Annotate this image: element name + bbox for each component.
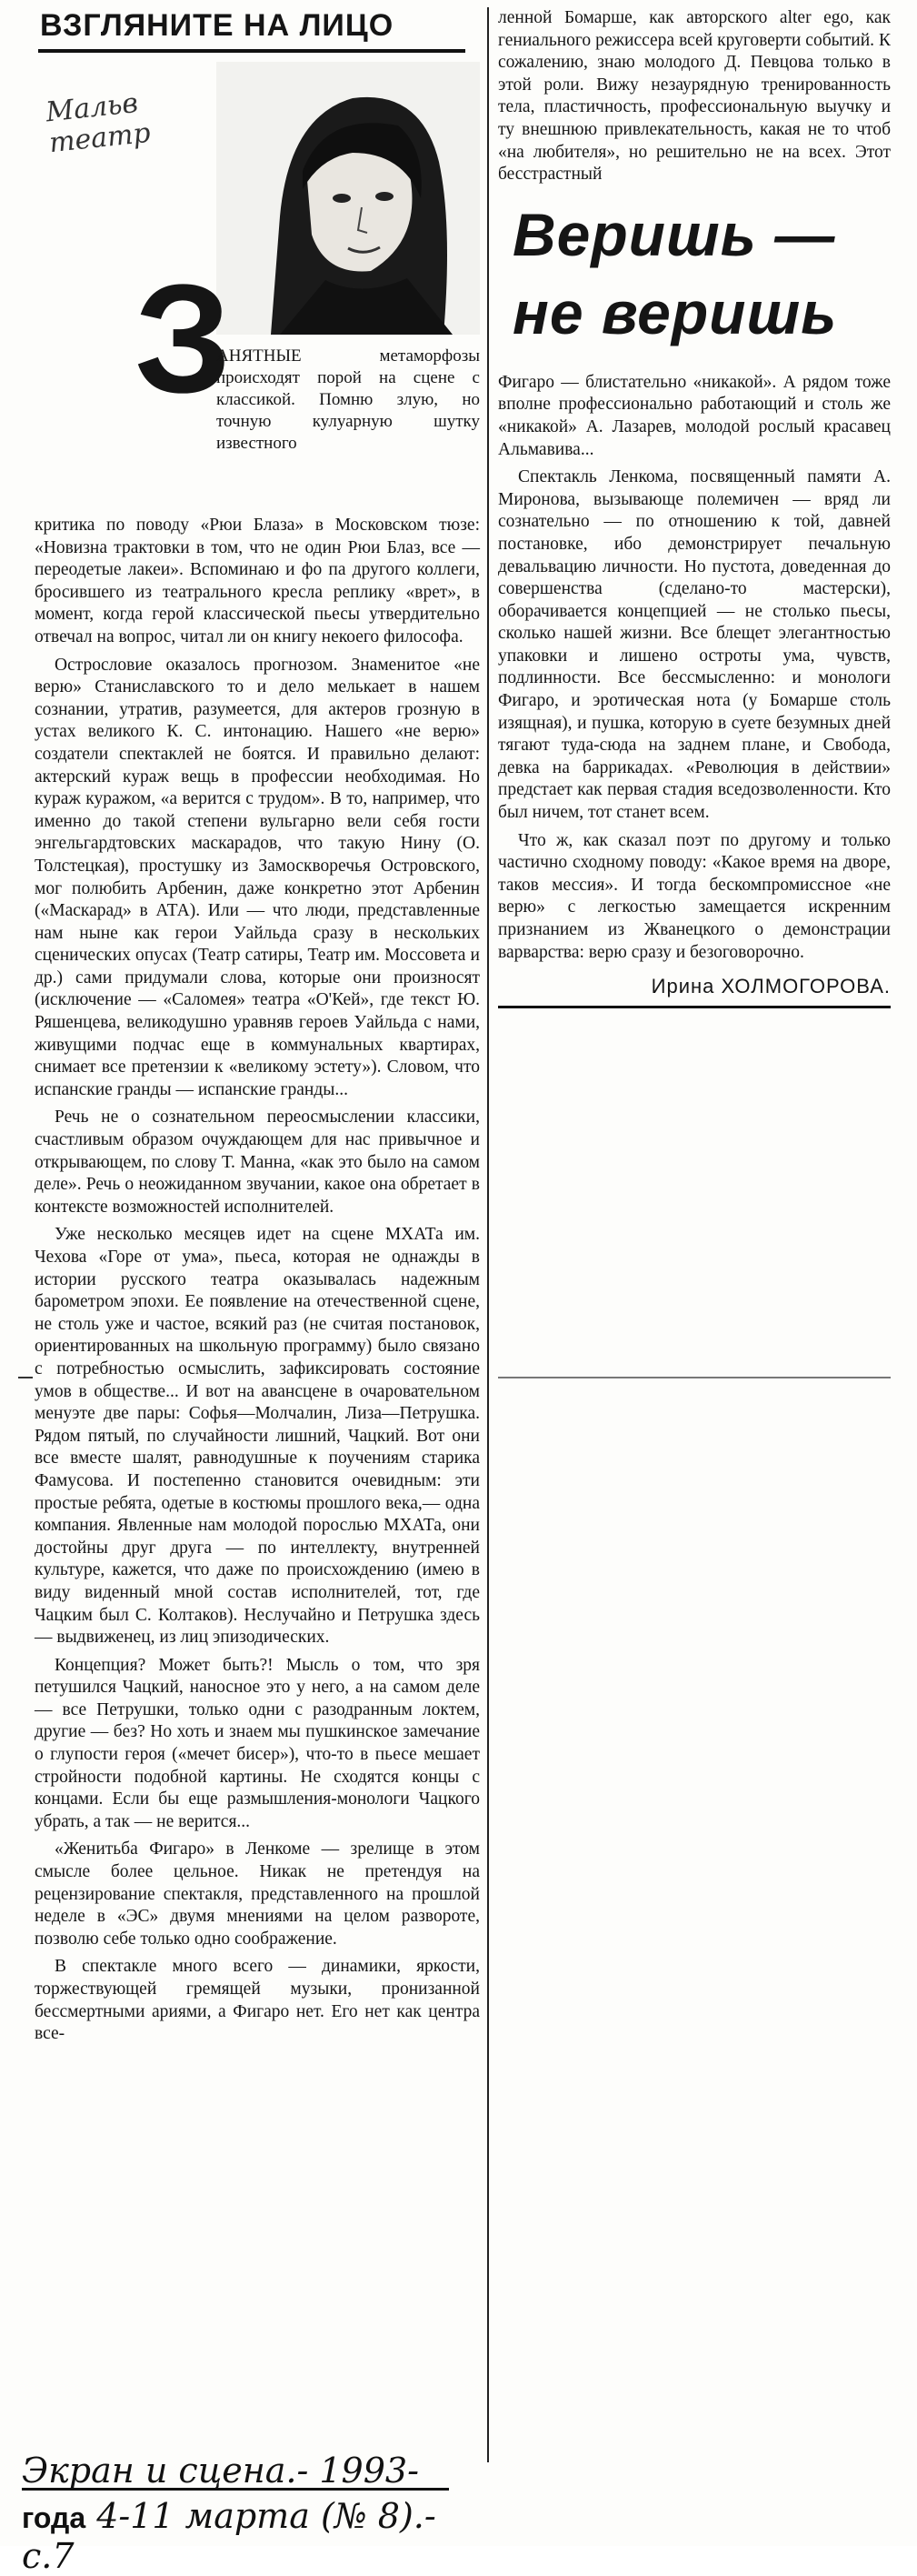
rubric-header: ВЗГЛЯНИТЕ НА ЛИЦО bbox=[40, 8, 394, 43]
source-note bbox=[22, 2451, 440, 2575]
author-portrait bbox=[216, 62, 480, 335]
author-byline: Ирина ХОЛМОГОРОВА. bbox=[651, 975, 891, 998]
faint-rule bbox=[498, 1377, 891, 1378]
left-column bbox=[35, 7, 480, 2051]
left-body bbox=[35, 515, 480, 2046]
byline-rule bbox=[498, 1006, 891, 1008]
paragraph: Фигаро — блистательно «никакой». А рядом тоже вполне профессионально работающий и столь же «никакой» А. Лазарев, молодой рослый красавец Альмавива... bbox=[498, 372, 891, 459]
paragraph: «Женитьба Фигаро» в Ленкоме — зрелище в этом смысле более цельное. Никак не претендуя на рецензирование спектакля, представленного на прошлой неделе в «ЭС» двумя мнениями на целом развороте, позволю себе только одно соображение. bbox=[35, 1839, 480, 1949]
printed-word: года bbox=[22, 2501, 86, 2534]
right-column bbox=[498, 7, 891, 1008]
headline-line-1: Веришь — bbox=[513, 200, 836, 268]
column-divider bbox=[487, 7, 489, 2462]
paragraph: критика по поводу «Рюи Блаза» в Московском тюзе: «Новизна трактовки в том, что не один Рюи Блаз, все — переодетые лакеи». Вспоминаю и фо па другого коллеги, бросившего из театрального кресла реплику «врет», в момент, когда герой классической пьесы утвердительно отвечал на вопрос, читал ли он книгу некоего философа. bbox=[35, 516, 480, 647]
margin-mark bbox=[18, 1377, 33, 1378]
photo-zone bbox=[35, 53, 480, 453]
source-date: 4-11 марта (№ 8).- с.7 bbox=[22, 2496, 436, 2576]
source-line-2 bbox=[22, 2497, 440, 2575]
handwritten-note: Мальв театр bbox=[44, 86, 153, 160]
paragraph: Спектакль Ленкома, посвященный памяти А. Миронова, вызывающе полемичен — вряд ли сознательно — по отношению к той, давней постановке, ибо демонстрирует печальную девальвацию личности. Но пустота, доведенная до совершенства (сделано-то мастерски), оборачивается концепцией — не столько пьесы, сколько нашей жизни. Все блещет элегантностью упаковки и лишено остроты ума, чувств, подлинности. Все бессмысленно: и монологи Фигаро, и эротическая нота (у Бомарше столь изящная), и пушка, которую в суете безумных дней тягают туда-сюда на заднем плане, и Свобода, девка на баррикадах. «Революция в действии» предстает как первая стадия вседозволенности. Кто был ничем, тот станет всем. bbox=[498, 467, 891, 823]
paragraph: Концепция? Может быть?! Мысль о том, что зря петушился Чацкий, наносное это у него, а на самом деле — все Петрушки, только одни с разодранным локтем, другие — без? Но хоть и знаем мы пушкинское замечание о глупости героя («мечет бисер»), что-то в пьесе мешает стройности подобной картины. Не сходятся концы с концами. Если бы еще размышления-монологи Чацкого убрать, а так — не верится... bbox=[35, 1655, 480, 1831]
paragraph: Что ж, как сказал поэт по другому и только частично сходному поводу: «Какое время на дворе, таков мессия». И тогда бескомпромиссное «не верю» с легкостью замещается искренним признанием из Жванецкого о демонстрации варварства: верю сразу и безоговорочно. bbox=[498, 830, 891, 962]
source-line-1: Экран и сцена.- 1993- bbox=[22, 2451, 419, 2491]
paragraph-continued: ленной Бомарше, как авторского alter ego, как гениального режиссера всей круговерти событий. К сожалению, знаю молодого Д. Певцова только в этой роли. Вижу незаурядную тренированность тела, пластичность, профессиональную выучку и ту внешнюю привлекательность, какая не то чтоб «на любителя», но решительно не на всех. Этот бесстрастный bbox=[498, 8, 891, 185]
paragraph: В спектакле много всего — динамики, яркости, торжествующей гремящей музыки, пронизанной бессмертными ариями, а Фигаро нет. Его нет как центра все- bbox=[35, 1957, 480, 2044]
lead-paragraph: АНЯТНЫЕ метаморфозы происходят порой на сцене с классикой. Помню злую, но точную кулуарную шутку известного bbox=[216, 346, 480, 453]
paragraph: Остроcловие оказалось прогнозом. Знаменитое «не верю» Станиславского то и дело мелькает в нашем сознании, утратив, разумеется, для актеров грозную в устах великого К. С. интонацию. Нашего «не верю» создатели спектаклей не боятся. И правильно делают: актерский кураж вещь в профессии необходимая. Но кураж куражом, «а верится с трудом». В то, например, что именно до такой степени вульгарно вели себя гости энгельгардтовских маскарадов, что такую Нину (О. Толстецкая), простушку из Замоскворечья Островского, мог полюбить Арбенин, даже конкретно этот Арбенин («Маскарад» в АТА). Или — что люди, представленные нам ныне как герои Уайльда сразу в нескольких сценических опусах (Театр сатиры, Театр им. Моссовета и др.) сами придумали слова, которые они произносят (исключение — «Саломея» театра «О'Кей», где текст Ю. Ряшенцева, великодушно уравняв героев Уайльда с нами, живущими подчас еще в коммунальных квартирах, снимает все претензии к «великому эстету»). Словом, что испанские гранды — испанские гранды... bbox=[35, 655, 480, 1099]
paragraph: Уже несколько месяцев идет на сцене МХАТа им. Чехова «Горе от ума», пьеса, которая не однажды в истории русского театра оказывалась надежным барометром эпохи. Ее появление на отечественной сцене, не столь уже и частое, всякий раз (не считая постановок, ориентированных на школьную программу) было связано с потребностью осмыслить, зафиксировать состояние умов в обществе... И вот на авансцене в очаровательном менуэте две пары: Софья—Молчалин, Лиза—Петрушка. Рядом пятый, по случайности лишний, Чацкий. Вот они все вместе шалят, равнодушные к поучениям старика Фамусова. И постепенно становится очевидным: эти простые ребята, одетые в костюмы прошлого века,— одна компания. Явленные нам молодой порослью МХАТа, они достойны друг друга — по интеллекту, внутренней культуре, кажется, что даже по происхождению (имею в виду виденный мной состав исполнителей, тот, где Чацким был С. Колтаков). Неслучайно и Петрушка здесь — выдвиженец, из лиц эпизодических. bbox=[35, 1225, 480, 1648]
drop-cap: З bbox=[135, 253, 232, 426]
headline-line-2: не веришь bbox=[513, 278, 838, 346]
article-headline bbox=[513, 195, 891, 352]
paragraph: Речь не о сознательном переосмыслении классики, счастливым образом очуждающем для нас привычное и открывающем, по слову Т. Манна, «как это было на самом деле». Речь о неожиданном звучании, какое она обретает в контексте возможностей исполнителей. bbox=[35, 1108, 480, 1217]
